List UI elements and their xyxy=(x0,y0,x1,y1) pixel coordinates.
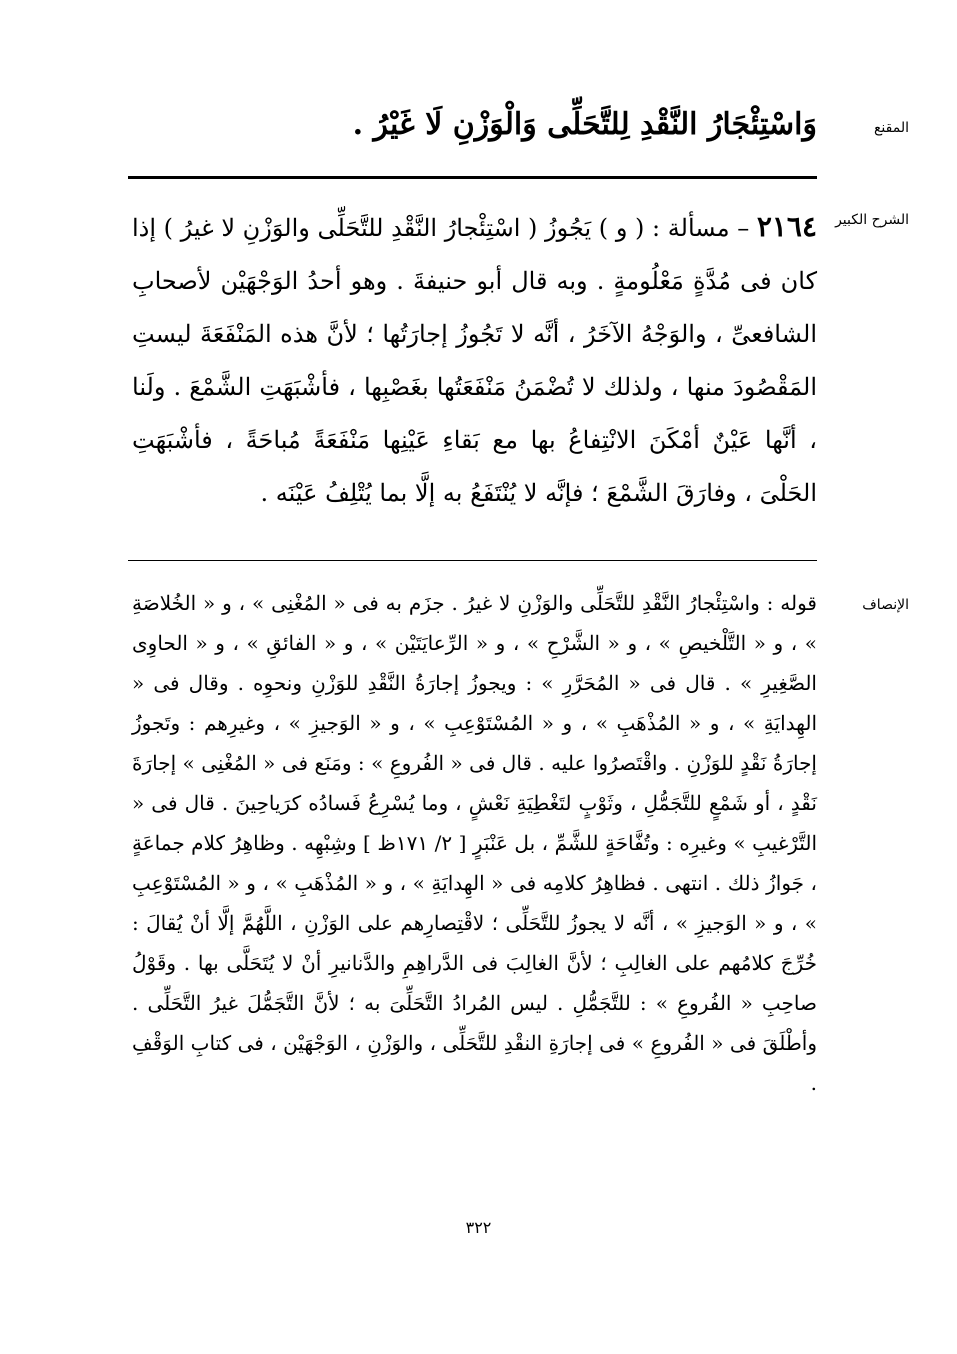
thick-rule xyxy=(128,176,817,179)
sharh-body: – مسألة : ( و ) يَجُوزُ ( اسْتِئْجارُ النَّقْدِ للتَّحَلِّى والوَزْنِ لا غيرُ ) إذا كان فى مُدَّةٍ مَعْلُومةٍ . وبه قال أبو حنيفةَ . وهو أحدُ الوَجْهَيْن لأصحابِ الشافعىِّ ، والوَجْهُ الآخَرُ ، أنَّه لا تَجُوزُ إجارَتُها ؛ لأنَّ هذه المَنْفَعَةَ ليستِ المَقْصُودَ منها ، ولذلك لا تُضْمَنُ مَنْفَعَتُها بغَصْبِها ، فأشْبَهَتِ الشَّمْعَ . ولَنا ، أنَّها عَيْنٌ أمْكَنَ الانْتِفاعُ بها مع بَقاءِ عَيْنِها مَنْفَعَةً مُباحَةً ، فأشْبَهَتِ الحَلْىَ ، وفارَقَ الشَّمْعَ ؛ فإنَّه لا يُنْتَفَعُ به إلَّا بما يُتْلِفُ عَيْنَه . xyxy=(132,214,817,507)
muqni-label: المقنع xyxy=(873,120,909,136)
insaf-label: الإنصاف xyxy=(862,597,909,613)
issue-number: ٢١٦٤ xyxy=(756,210,817,243)
sharh-label: الشرح الكبير xyxy=(835,212,909,228)
insaf-text: قوله : واسْتِئْجارُ النَّقْدِ للتَّحَلِّى والوَزْنِ لا غيرُ . جزَم به فى « المُغْنِى » ، و « الخُلاصَةِ » ، و « التَّلْخيصِ » ، و « الشَّرْحِ » ، و « الرِّعايَتَيْن » ، و « الفائقِ » ، و « الحاوِى الصَّغِيرِ » . قال فى « المُحَرَّرِ » : ويجوزُ إجارَةُ النَّقْدِ للوَزْنِ ونحوِه . وقال فى « الهِدايَةِ » ، و « المُذْهَبِ » ، و « المُسْتَوْعِبِ » ، و « الوَجيزِ » ، وغيرِهم : وتَجوزُ إجارَةُ نَقْدٍ للوَزْنِ . واقْتَصرُوا عليه . قال فى « الفُروعِ » : ومَنَع فى « المُغْنِى » إجارَةَ نَقْدٍ ، أو شَمْعٍ للتَّجَمُّلِ ، وثَوْبٍ لتَغْطِيَةِ نَعْشٍ ، وما يُسْرِعُ فَسادُه كرَياحِينَ . قال فى « التَّرْغيبِ » وغيرِه : وتُفَّاحَةٍ للشَّمِّ ، بل عَنْبَرٍ [ ٢/ ١٧١ظ ] وشِبْهِه . وظاهِرُ كلام جماعَةٍ ، جَوازُ ذلك . انتهى . فظاهِرُ كلامِه فى « الهِدايَةِ » ، و « المُذْهَبِ » ، و « المُسْتَوْعِبِ » ، و « الوَجيزِ » ، أنَّه لا يجوزُ للتَّحَلِّى ؛ لاقْتِصارِهم على الوَزْنِ ، اللَّهُمَّ إلَّا أنْ يُقالَ : خُرِّجَ كلامُهم على الغالِبِ ؛ لأنَّ الغالِبَ فى الدَّراهِمِ والدَّنانيرِ أنْ لا يُتَحَلَّى بها . وقَوْلُ صاحِبِ « الفُروعِ » : للتَّجَمُّلِ . ليس المُرادُ التَّحَلِّىَ به ؛ لأنَّ التَّجَمُّلَ غيرُ التَّحَلِّى . وأطْلَقَ فى « الفُروعِ » فى إجارَةِ النقْدِ للتَّحَلِّى ، والوَزْنِ ، الوَجْهَيْن ، فى كتابِ الوَقْفِ . xyxy=(132,591,817,1095)
thin-rule xyxy=(128,560,817,561)
sharh-text xyxy=(132,200,817,520)
page-number: ٣٢٢ xyxy=(465,1218,492,1237)
muqni-text: وَاسْتِئْجَارُ النَّقْدِ لِلتَّحَلِّى وَالْوَزْنِ لَا غَيْرُ . xyxy=(352,107,817,142)
